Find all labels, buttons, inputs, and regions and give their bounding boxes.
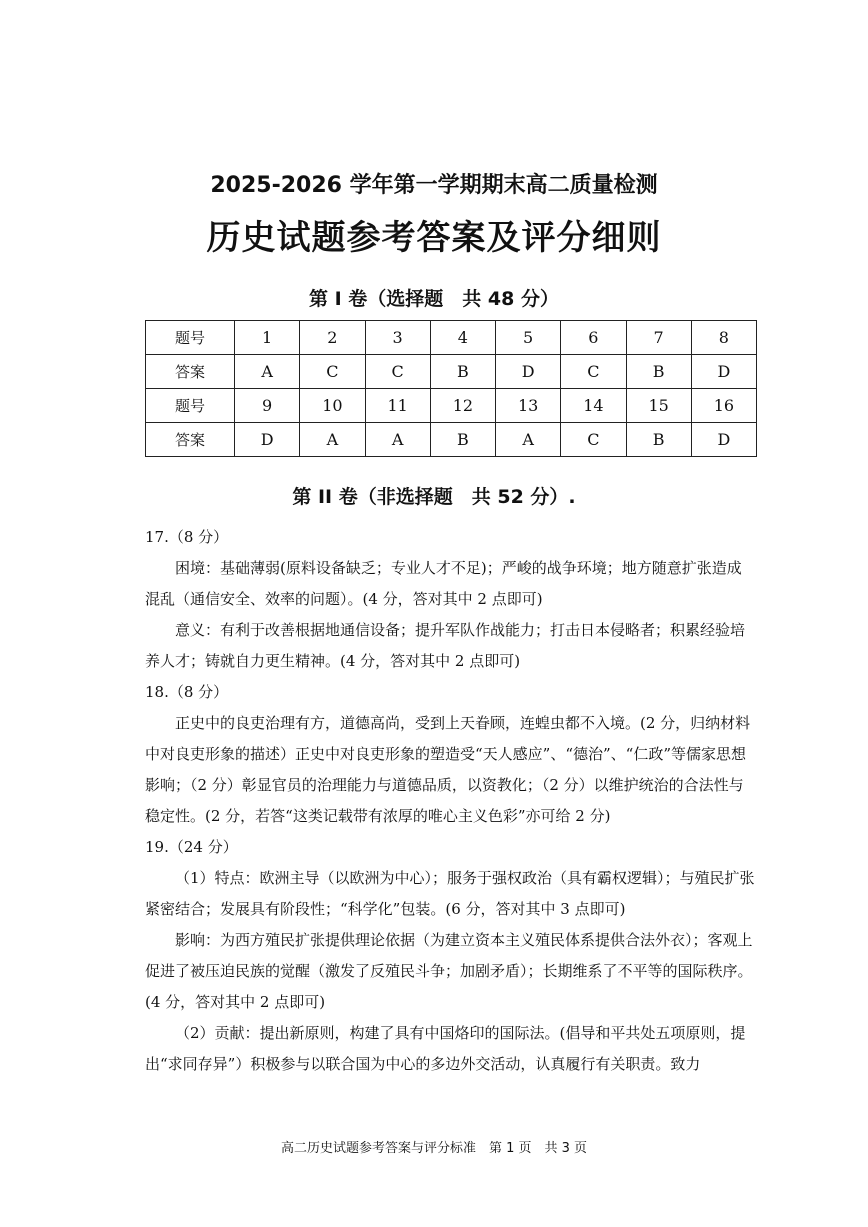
table-cell: B [626, 355, 691, 389]
section-heading-part1: 第 I 卷（选择题 共 48 分） [309, 288, 559, 310]
question-19-answer-impact: 影响：为西方殖民扩张提供理论依据（为建立资本主义殖民体系提供合法外衣）；客观上促进了被压迫民族的觉醒（激发了反殖民斗争；加剧矛盾）；长期维系了不平等的国际秩序。(4 分，答对其中 2 点即可) [145, 931, 753, 1011]
table-cell: B [626, 423, 691, 457]
section-heading-part2: 第 II 卷（非选择题 共 52 分）. [292, 486, 576, 508]
table-cell: D [691, 423, 756, 457]
table-cell: 3 [365, 321, 430, 355]
table-cell: D [235, 423, 300, 457]
table-cell: C [365, 355, 430, 389]
table-cell: 15 [626, 389, 691, 423]
table-cell: C [561, 355, 626, 389]
question-19-answer-contribution: （2）贡献：提出新原则，构建了具有中国烙印的国际法。(倡导和平共处五项原则，提出“求同存异”）积极参与以联合国为中心的多边外交活动，认真履行有关职责。致力 [145, 1024, 746, 1073]
question-18-number: 18.（8 分） [145, 683, 229, 701]
table-cell: 1 [235, 321, 300, 355]
table-row-header: 答案 [146, 423, 235, 457]
table-cell: C [561, 423, 626, 457]
table-cell: 9 [235, 389, 300, 423]
table-cell: 16 [691, 389, 756, 423]
table-cell: 5 [496, 321, 561, 355]
question-17-answer-difficulties: 困境：基础薄弱(原料设备缺乏；专业人才不足)；严峻的战争环境；地方随意扩张造成混乱（通信安全、效率的问题）。(4 分，答对其中 2 点即可) [145, 559, 742, 608]
table-cell: 2 [300, 321, 365, 355]
table-cell: A [496, 423, 561, 457]
page-footer: 高二历史试题参考答案与评分标准 第 1 页 共 3 页 [280, 1141, 588, 1156]
table-cell: C [300, 355, 365, 389]
table-row [146, 389, 757, 423]
question-17-answer-significance: 意义：有利于改善根据地通信设备；提升军队作战能力；打击日本侵略者；积累经验培养人才；铸就自力更生精神。(4 分，答对其中 2 点即可) [145, 621, 746, 670]
table-row [146, 355, 757, 389]
table-row-header: 题号 [146, 389, 235, 423]
question-19-number: 19.（24 分） [145, 838, 238, 856]
table-cell: 4 [430, 321, 495, 355]
question-18-answer: 正史中的良吏治理有方，道德高尚，受到上天眷顾，连蝗虫都不入境。(2 分，归纳材料中对良吏形象的描述）正史中对良吏形象的塑造受“天人感应”、“德治”、“仁政”等儒家思想影响；（2 分）彰显官员的治理能力与道德品质，以资教化；（2 分）以维护统治的合法性与稳定性。(2 分，若答“这类记载带有浓厚的唯心主义色彩”亦可给 2 分) [145, 714, 751, 825]
table-cell: B [430, 423, 495, 457]
table-cell: D [496, 355, 561, 389]
table-cell: D [691, 355, 756, 389]
answer-body [145, 522, 755, 1080]
table-cell: 10 [300, 389, 365, 423]
table-row-header: 答案 [146, 355, 235, 389]
table-row-header: 题号 [146, 321, 235, 355]
exam-title: 2025-2026 学年第一学期期末高二质量检测 [210, 173, 658, 198]
question-19-answer-features: （1）特点：欧洲主导（以欧洲为中心）；服务于强权政治（具有霸权逻辑）；与殖民扩张紧密结合；发展具有阶段性；“科学化”包装。(6 分，答对其中 3 点即可) [145, 869, 755, 918]
table-cell: A [300, 423, 365, 457]
document-title: 历史试题参考答案及评分细则 [206, 218, 662, 258]
table-cell: 6 [561, 321, 626, 355]
table-cell: 8 [691, 321, 756, 355]
table-row [146, 321, 757, 355]
question-17-number: 17.（8 分） [145, 528, 229, 546]
table-cell: 12 [430, 389, 495, 423]
table-row [146, 423, 757, 457]
table-cell: 7 [626, 321, 691, 355]
table-cell: A [365, 423, 430, 457]
table-cell: A [235, 355, 300, 389]
table-cell: 13 [496, 389, 561, 423]
answer-table [145, 320, 757, 457]
table-cell: 14 [561, 389, 626, 423]
table-cell: B [430, 355, 495, 389]
table-cell: 11 [365, 389, 430, 423]
